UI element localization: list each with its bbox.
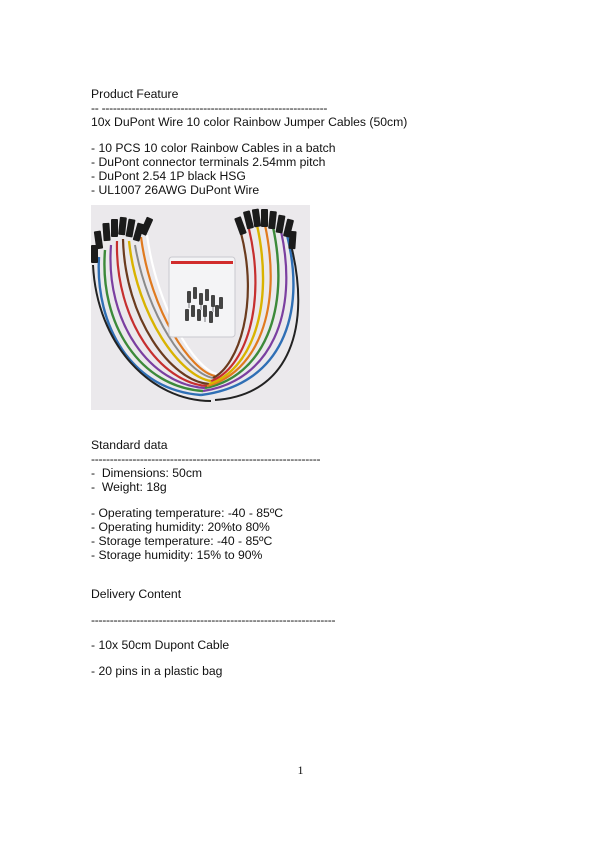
separator-line: -- ------------------------------------------------------------: [91, 101, 328, 115]
spec-bullet: - Operating humidity: 20%to 80%: [91, 520, 270, 534]
delivery-item: - 10x 50cm Dupont Cable: [91, 638, 230, 652]
section-heading-standard-data: Standard data: [91, 438, 168, 452]
feature-bullet: - DuPont connector terminals 2.54mm pitch: [91, 155, 326, 169]
spec-bullet: - Dimensions: 50cm: [91, 466, 203, 480]
delivery-item: - 20 pins in a plastic bag: [91, 664, 223, 678]
separator-line: -------------------------------------------------------------: [91, 452, 321, 466]
section-heading-product-feature: Product Feature: [91, 87, 179, 101]
product-photo: [91, 205, 310, 410]
spec-bullet: - Storage humidity: 15% to 90%: [91, 548, 263, 562]
jumper-cables-image: [91, 205, 310, 410]
feature-bullet: - UL1007 26AWG DuPont Wire: [91, 183, 260, 197]
spec-bullet: - Storage temperature: -40 - 85ºC: [91, 534, 273, 548]
section-heading-delivery-content: Delivery Content: [91, 587, 182, 601]
product-title: 10x DuPont Wire 10 color Rainbow Jumper Cables (50cm): [91, 115, 408, 129]
spec-bullet: - Weight: 18g: [91, 480, 167, 494]
plastic-bag-with-pins: [169, 257, 235, 337]
feature-bullet: - 10 PCS 10 color Rainbow Cables in a batch: [91, 141, 336, 155]
page-number: 1: [297, 763, 304, 777]
separator-line: -----------------------------------------------------------------: [91, 613, 336, 627]
spec-bullet: - Operating temperature: -40 - 85ºC: [91, 506, 284, 520]
feature-bullet: - DuPont 2.54 1P black HSG: [91, 169, 246, 183]
